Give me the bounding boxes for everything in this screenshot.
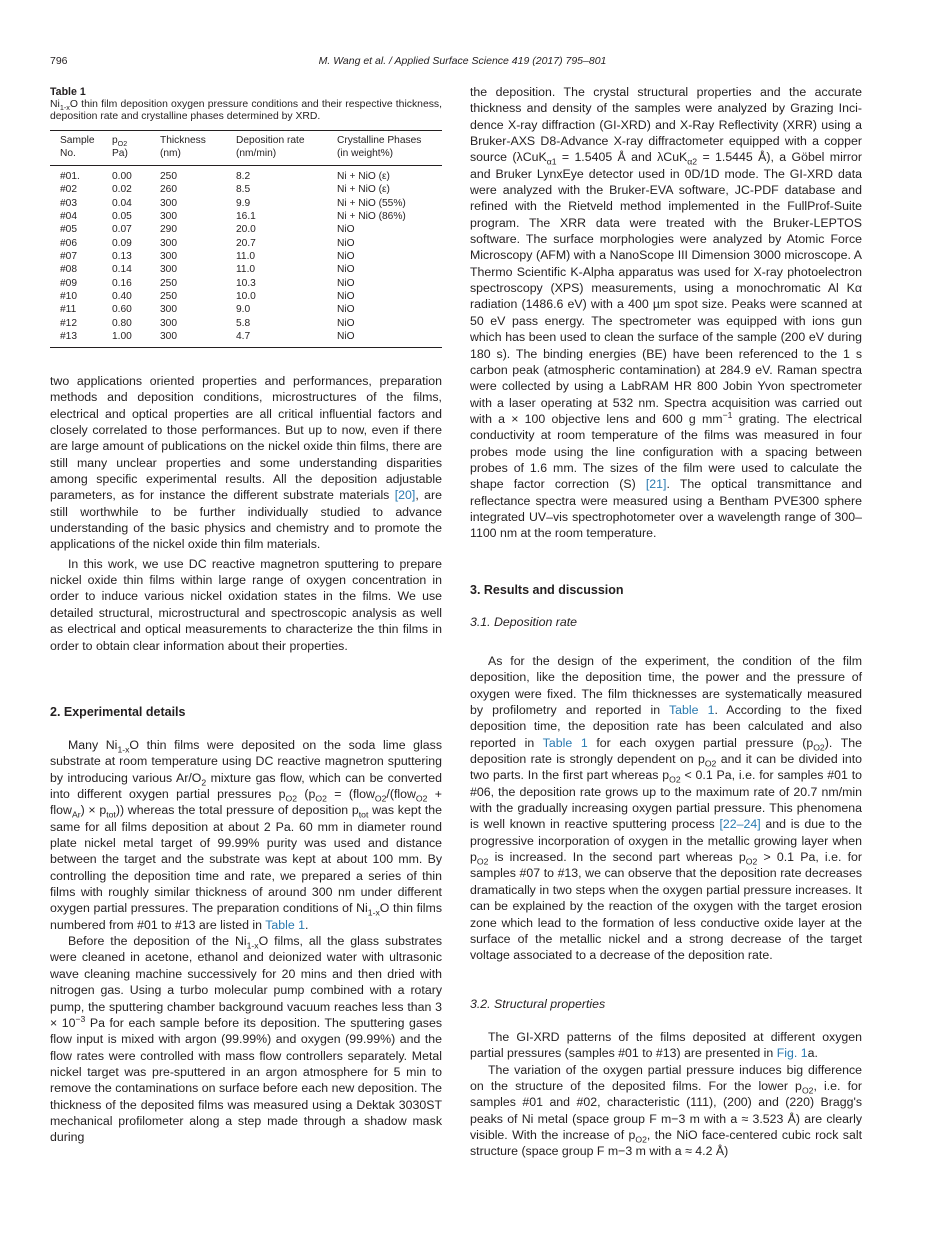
table-cell: 250 bbox=[160, 277, 177, 289]
table-cell: #06 bbox=[60, 237, 77, 249]
table-cell: NiO bbox=[337, 277, 355, 289]
table-row bbox=[50, 166, 442, 184]
subscript: 1-x bbox=[367, 907, 380, 918]
table-cell: NiO bbox=[337, 264, 355, 276]
table-cell: Ni + NiO (55%) bbox=[337, 197, 406, 209]
table-cell: 0.05 bbox=[112, 210, 132, 222]
subscript: O2 bbox=[669, 774, 681, 785]
table-cell: 1.00 bbox=[112, 330, 160, 348]
running-title: M. Wang et al. / Applied Surface Science 419 (2017) 795–801 bbox=[318, 55, 607, 67]
table-cell: #12 bbox=[60, 317, 77, 329]
table-cell: 0.13 bbox=[112, 250, 132, 262]
table-cell: 10.3 bbox=[236, 277, 256, 289]
column-header-text: p bbox=[112, 135, 118, 146]
paragraph: As for the design of the experiment, the condition of the film deposition, like the deposition time, the power and the pressure of oxygen were fixed. The film thicknesses are systematically measured by profilometry and reported in Table 1. According to the fixed deposition time, the deposition rate has been calculated and also reported in Table 1 for each oxygen partial pressure $(p_{O2})$. The deposition rate is strongly dependent on $p_{O2}$ and it can be divided into two parts. In the first part whereas $p_{O2} < 0.1$ Pa, i.e. for samples #01 to #06, the deposition rate grows up to the maximum rate of 20.7 nm/min with the gradually increasing oxygen partial pressure. This phenomena is well known in reactive sputtering process [22–24] and is due to the progressive incorporation of oxygen in the metallic growing layer when $p_{O2}$ is increased. In the second part whereas $p_{O2} > 0.1$ Pa, i.e. for samples #07 to #13, we can observe that the deposition rate decreases dramatically in two steps when the oxygen partial pressure increases. It can be explained by the reaction of the oxygen with the target erosion zone which lead to the formation of less conductive oxide layer at the surface of the metallic nickel and a strong decrease of the target voltage associated to a decrease of the deposition rate. bbox=[470, 654, 863, 963]
right-column-mid bbox=[470, 653, 862, 964]
table-cell: 300 bbox=[160, 330, 236, 348]
table-cell: #03 bbox=[60, 197, 77, 209]
left-column-top bbox=[50, 373, 442, 654]
table-cell: #07 bbox=[60, 250, 77, 262]
column-header-deposition-rate bbox=[236, 131, 337, 166]
subscript: 1-x bbox=[59, 102, 70, 112]
table-row bbox=[50, 277, 442, 290]
subscript: O2 bbox=[285, 793, 298, 804]
table-cell: 20.0 bbox=[236, 224, 256, 236]
right-column-top bbox=[470, 84, 862, 542]
table-cell: 20.7 bbox=[236, 237, 256, 249]
table-1 bbox=[50, 130, 442, 348]
table-cell: 300 bbox=[160, 317, 177, 329]
table-caption-text: $Ni_{1-x}O$ thin film deposition oxygen pressure conditions and their respective thickness, deposition rate and crystalline phases determined by XRD. bbox=[50, 98, 442, 123]
table-row bbox=[50, 183, 442, 196]
column-header-line: No. bbox=[60, 147, 76, 159]
table-cell: 300 bbox=[160, 304, 177, 316]
right-column-bottom bbox=[470, 1029, 862, 1160]
table-cell: #08 bbox=[60, 264, 77, 276]
reference-link[interactable]: Table 1 bbox=[542, 735, 588, 750]
table-cell: #10 bbox=[60, 290, 77, 302]
section-heading: 2. Experimental details bbox=[50, 705, 186, 719]
column-header-line: Sample bbox=[60, 135, 95, 146]
table-row bbox=[50, 263, 442, 276]
subsection-heading: 3.2. Structural properties bbox=[470, 997, 606, 1011]
subscript: O2 bbox=[315, 793, 327, 804]
table-cell: 8.2 bbox=[236, 171, 251, 182]
subscript: O2 bbox=[635, 1134, 647, 1145]
subscript: O2 bbox=[415, 793, 428, 804]
table-cell: 16.1 bbox=[236, 210, 256, 222]
reference-link[interactable]: Table 1 bbox=[265, 917, 306, 932]
paragraph: two applications oriented properties and performances, preparation methods and deposition conditions, microstructures of the films, electrical and optical properties are all critical influential factors and closely correlated to those performances. But up to now, even if there are large amount of publications on the nickel oxide thin films, there are still many unclear properties and some understanding disparities among specific experimental results. All the deposition adjustable parameters, as for instance the different substrate materials [20], are still worthwhile to be further individually studied to advance understanding of the basic physics and chemistry and to promote the applications of the nickel oxide thin film materials. bbox=[50, 374, 442, 552]
paragraph: The GI-XRD patterns of the films deposited at different oxygen partial pressures (samples #01 to #13) are presented in Fig. 1a. bbox=[470, 1030, 862, 1061]
paragraph: the deposition. The crystal structural properties and the accurate thickness and density of the samples were analyzed by Grazing Incidence X-ray diffraction (GI-XRD) and X-Ray Reflectivity (XRR) using a Bruker-AXS D8-Advance X-ray diffractometer equipped with a copper source (λCuK$_{\alpha 1}$ = 1.5405 Å and λCuK$_{\alpha 2}$ = 1.5445 Å), a Göbel mirror and Bruker LynxEye detector used in 0D/1D mode. The GI-XRD data were analyzed with the Bruker-EVA software, JC-PDF database and refined with the Rietveld method implemented in the FullProf-Suite program. The XRR data were treated with the Bruker-LEPTOS software. The surface morphologies were analyzed by Atomic Force Microscopy (AFM) with a NanoScope III Dimension 3000 microscope. A Thermo Scientific K-Alpha apparatus was used for X-ray photoelectron spectroscopy (XPS) measurements, using a monochromatic Al Kα radiation (1486.6 eV) with a 400 µm spot size. Peaks were scanned at 50 eV pass energy. The spectrometer was equipped with ions gun which has been used to clean the surface of the sample (200 eV during 180 s). The binding energies (BE) have been referenced to the 1 s carbon peak (atmospheric contamination) at 284.9 eV. Raman spectra were collected by using a LabRAM HR 800 Jobin Yvon spectrometer with a laser operating at 532 nm. Spectra acquisition was carried out with a × 100 objective lens and 600 g $mm^{-1}$ grating. The electrical conductivity at room temperature of the films was measured in four probes mode using the line configuration with a spacing between probes of 1.6 mm. The sizes of the film were used to calculate the shape factor correction (S) [21]. The optical transmittance and reflectance spectra were measured using a Bentham PVE300 sphere integrated UV–vis spectrophotometer over a wavelength range of 300–1100 nm at the room temperature. bbox=[470, 85, 863, 541]
column-header-unit: |(Pa) bbox=[112, 147, 128, 159]
subscript: O2 bbox=[374, 793, 387, 804]
table-cell: Ni + NiO (ε) bbox=[337, 184, 390, 196]
column-header-po2 bbox=[112, 131, 160, 166]
subscript: O2 bbox=[745, 856, 758, 867]
table-cell: 290 bbox=[160, 224, 177, 236]
table-caption bbox=[50, 86, 442, 124]
table-cell: 0.00 bbox=[112, 171, 132, 182]
table-cell: 300 bbox=[160, 237, 177, 249]
table-cell: NiO bbox=[337, 237, 355, 249]
table-cell: 0.09 bbox=[112, 237, 132, 249]
subscript: O2 bbox=[476, 856, 489, 867]
table-cell: Ni + NiO (ε) bbox=[337, 171, 390, 182]
table-cell: 11.0 bbox=[236, 264, 256, 276]
table-cell: 300 bbox=[160, 210, 177, 222]
table-row bbox=[50, 290, 442, 303]
table-cell: NiO bbox=[337, 304, 355, 316]
table-cell: 8.5 bbox=[236, 184, 251, 196]
table-cell: 300 bbox=[160, 250, 177, 262]
column-header-line: Crystalline Phases bbox=[337, 135, 422, 146]
subscript: 2 bbox=[201, 777, 207, 788]
subscript: 1-x bbox=[246, 940, 259, 951]
table-row bbox=[50, 223, 442, 236]
table-cell: 0.07 bbox=[112, 224, 132, 236]
table-row bbox=[50, 303, 442, 316]
table-cell: 0.14 bbox=[112, 264, 132, 276]
table-row bbox=[50, 317, 442, 330]
subsection-heading: 3.1. Deposition rate bbox=[470, 615, 578, 629]
table-cell: 300 bbox=[160, 197, 177, 209]
subscript: O2 bbox=[813, 742, 825, 753]
table-row bbox=[50, 197, 442, 210]
superscript: −1 bbox=[722, 409, 733, 420]
table-cell: 9.0 bbox=[236, 304, 251, 316]
subscript: O2 bbox=[704, 758, 717, 769]
table-cell: 300 bbox=[160, 264, 177, 276]
table-cell: NiO bbox=[337, 224, 355, 236]
reference-link[interactable]: [21] bbox=[645, 477, 667, 492]
superscript: −3 bbox=[75, 1013, 86, 1024]
table-cell: #05 bbox=[60, 224, 77, 236]
subscript: 1-x bbox=[117, 744, 130, 755]
table-cell: NiO bbox=[337, 317, 355, 329]
table-cell: #01. bbox=[60, 171, 80, 182]
column-header-line: (in weight%) bbox=[337, 147, 394, 159]
subscript: α1 bbox=[546, 156, 557, 167]
paragraph: The variation of the oxygen partial pressure induces big difference on the structure of the deposited films. For the lower $p_{O2}$, i.e. for samples #01 and #02, characteristic (111), (200) and (220) Bragg's peaks of Ni metal (space group F m−3 m with a ≈ 3.523 Å) are clearly visible. With the increase of $p_{O2}$, the NiO face-centered cubic rock salt structure (space group F m−3 m with a ≈ 4.2 Å) bbox=[470, 1062, 862, 1159]
table-cell: NiO bbox=[337, 290, 355, 302]
table-cell: 10.0 bbox=[236, 290, 256, 302]
table-cell: Ni + NiO (86%) bbox=[337, 210, 406, 222]
section-heading: 3. Results and discussion bbox=[470, 583, 624, 597]
paragraph: Before the deposition of the $Ni_{1-x}O$ films, all the glass substrates were cleaned in acetone, ethanol and deionized water with ultrasonic wave cleaning machine successively for 20 mins and then dried with nitrogen gas. Using a turbo molecular pump combined with a rotary pump, the sputtering chamber background vacuum reaches less than $3 \times 10^{-3}$ Pa for each sample before its deposition. The sputtering gases flow input is mixed with argon (99.99%) and oxygen (99.99%) and the flow rates were controlled with mass flow controllers separately. Metal nickel target was pre-sputtered in an argon atmosphere for 5 min to remove the contaminations on surface before each new deposition. The thickness of the deposited films was measured using a Dektak 3030ST mechanical profilometer along a step made through a shadow mask during bbox=[50, 934, 442, 1145]
subscript: α2 bbox=[687, 156, 698, 167]
table-cell: 11.0 bbox=[236, 250, 256, 262]
table-cell: #02 bbox=[60, 184, 77, 196]
column-header-line: (nm/min) bbox=[236, 147, 277, 159]
table-cell: NiO bbox=[337, 250, 355, 262]
table-cell: 9.9 bbox=[236, 197, 251, 209]
table-row bbox=[50, 250, 442, 263]
column-header-sample bbox=[50, 131, 112, 166]
subscript: O2 bbox=[801, 1085, 814, 1096]
table-cell: #09 bbox=[60, 277, 77, 289]
table-cell: 0.04 bbox=[112, 197, 132, 209]
table-cell: #11 bbox=[60, 304, 77, 316]
table-cell: 0.40 bbox=[112, 290, 132, 302]
reference-link[interactable]: [22–24] bbox=[719, 817, 761, 832]
column-header-line: Thickness bbox=[160, 135, 206, 146]
column-header-crystalline-phases bbox=[337, 131, 442, 166]
table-cell: 5.8 bbox=[236, 317, 251, 329]
paragraph: In this work, we use DC reactive magnetron sputtering to prepare nickel oxide thin films within large range of oxygen concentration in order to induce various nickel oxidation states in the films. We use detailed structural, microstructural and spectroscopic analysis as well as electrical and optical measurements to characterize the thin films in order to obtain clear information about their properties. bbox=[50, 556, 442, 653]
page-number: 796 bbox=[50, 55, 68, 67]
paragraph: Many $Ni_{1-x}O$ thin films were deposited on the soda lime glass substrate at room temperature using DC reactive magnetron sputtering by introducing various $Ar/O_2$ mixture gas flow, which can be converted into different oxygen partial pressures $p_{O2}$ ($p_{O2}$ = (flow$_{O2}$/(flow$_{O2}$ + flow$_{Ar}$) × $p_{tot}$)) whereas the total pressure of deposition $p_{tot}$ was kept the same for all films deposition at about 2 Pa. 60 mm in diameter round plate nickel metal target of 99.99% purity was used and distance between the target and the substrate was kept at about 100 mm. By controlling the deposition time and rate, we prepared a series of thin films with roughly similar thickness of around 300 nm under different oxygen partial pressures. The preparation conditions of $Ni_{1-x}O$ thin films numbered from #01 to #13 are listed in Table 1. bbox=[50, 738, 443, 932]
table-cell: 260 bbox=[160, 184, 177, 196]
reference-link[interactable]: [20] bbox=[394, 488, 416, 503]
subscript: tot bbox=[106, 809, 116, 820]
table-row bbox=[50, 210, 442, 223]
table-cell: 250 bbox=[160, 171, 177, 182]
column-header-line: Deposition rate bbox=[236, 135, 305, 146]
table-cell: 0.80 bbox=[112, 317, 132, 329]
subscript: tot bbox=[358, 809, 369, 820]
table-cell: NiO bbox=[337, 330, 442, 348]
subscript: O2 bbox=[117, 140, 128, 149]
table-cell: #04 bbox=[60, 210, 77, 222]
table-header-row bbox=[50, 131, 442, 166]
reference-link[interactable]: Table 1 bbox=[668, 703, 715, 718]
column-header-thickness bbox=[160, 131, 236, 166]
table-cell: #13 bbox=[50, 330, 112, 348]
table-cell: 250 bbox=[160, 290, 177, 302]
column-header-line bbox=[112, 135, 160, 148]
table-label: Table 1 bbox=[50, 86, 86, 98]
subscript: Ar bbox=[71, 809, 81, 820]
table-row bbox=[50, 330, 442, 348]
column-header-line: (nm) bbox=[160, 147, 181, 159]
table-cell: 0.60 bbox=[112, 304, 132, 316]
left-column-bottom bbox=[50, 737, 442, 1146]
table-cell: 0.16 bbox=[112, 277, 132, 289]
reference-link[interactable]: Fig. 1 bbox=[776, 1046, 808, 1061]
table-cell: 0.02 bbox=[112, 184, 132, 196]
table-cell: 4.7 bbox=[236, 330, 337, 348]
table-row bbox=[50, 237, 442, 250]
